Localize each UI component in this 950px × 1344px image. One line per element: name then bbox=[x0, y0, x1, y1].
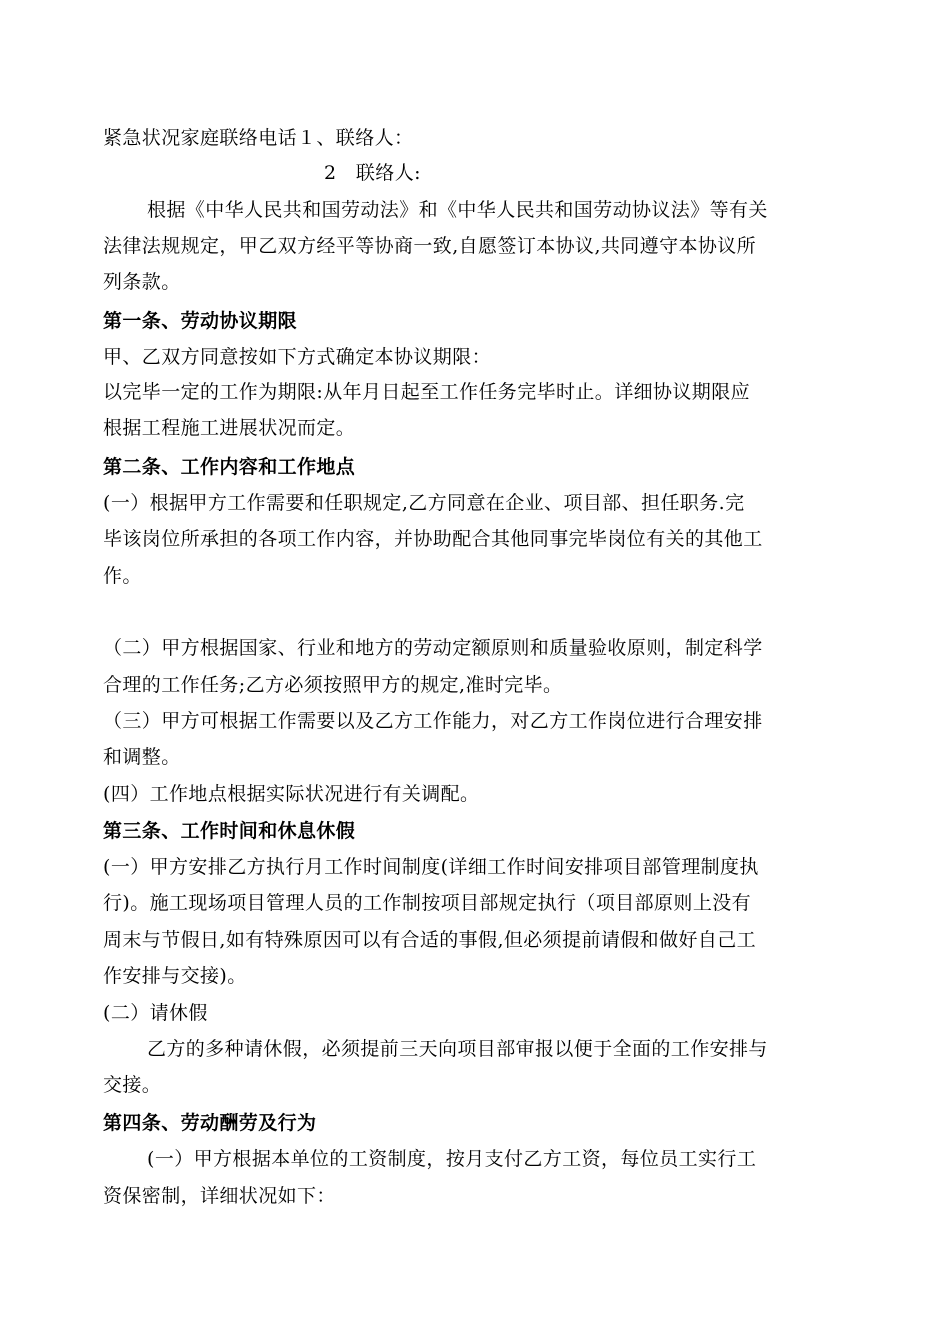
emergency-contact-line-1: 紧急状况家庭联络电话１、联络人： bbox=[103, 127, 414, 149]
emergency-contact-line-2: 2 联络人: bbox=[324, 162, 421, 184]
article-1-heading: 第一条、劳动协议期限 bbox=[103, 310, 298, 332]
article-2-heading: 第二条、工作内容和工作地点 bbox=[103, 456, 356, 478]
article-1-text-2: 以完毕一定的工作为期限:从年月日起至工作任务完毕时止。详细协议期限应 bbox=[103, 381, 751, 403]
article-3-item-2-line-2: 交接。 bbox=[103, 1074, 162, 1096]
article-3-item-1-line-2: 行)。施工现场项目管理人员的工作制按项目部规定执行（项目部原则上没有 bbox=[103, 892, 752, 914]
article-3-item-1-line-4: 作安排与交接)。 bbox=[103, 965, 247, 987]
article-3-item-1-line-1: (一）甲方安排乙方执行月工作时间制度(详细工作时间安排项目部管理制度执 bbox=[103, 856, 759, 878]
intro-paragraph-line-2: 法律法规规定，甲乙双方经平等协商一致,自愿签订本协议,共同遵守本协议所 bbox=[103, 235, 757, 257]
article-2-item-1-line-3: 作。 bbox=[103, 565, 142, 587]
article-1-text-3: 根据工程施工进展状况而定。 bbox=[103, 417, 356, 439]
article-2-item-3-line-1: （三）甲方可根据工作需要以及乙方工作能力，对乙方工作岗位进行合理安排 bbox=[103, 710, 763, 732]
article-2-item-1-line-2: 毕该岗位所承担的各项工作内容，并协助配合其他同事完毕岗位有关的其他工 bbox=[103, 528, 763, 550]
article-2-item-2-line-1: （二）甲方根据国家、行业和地方的劳动定额原则和质量验收原则，制定科学 bbox=[103, 637, 763, 659]
article-2-item-2-line-2: 合理的工作任务;乙方必须按照甲方的规定,准时完毕。 bbox=[103, 674, 563, 696]
article-3-item-2-line-1: 乙方的多种请休假，必须提前三天向项目部审报以便于全面的工作安排与 bbox=[147, 1038, 768, 1060]
article-4-item-1-line-2: 资保密制，详细状况如下： bbox=[103, 1185, 336, 1207]
article-4-heading: 第四条、劳动酬劳及行为 bbox=[103, 1112, 317, 1134]
article-3-item-1-line-3: 周末与节假日,如有特殊原因可以有合适的事假,但必须提前请假和做好自己工 bbox=[103, 929, 757, 951]
article-2-item-3-line-2: 和调整。 bbox=[103, 746, 181, 768]
intro-paragraph-line-3: 列条款。 bbox=[103, 271, 181, 293]
article-3-item-2-heading: (二）请休假 bbox=[103, 1002, 208, 1024]
article-2-item-1-line-1: (一）根据甲方工作需要和任职规定,乙方同意在企业、项目部、担任职务.完 bbox=[103, 492, 745, 514]
article-4-item-1-line-1: (一）甲方根据本单位的工资制度，按月支付乙方工资，每位员工实行工 bbox=[147, 1148, 757, 1170]
article-2-item-4: (四）工作地点根据实际状况进行有关调配。 bbox=[103, 783, 480, 805]
article-1-text-1: 甲、乙双方同意按如下方式确定本协议期限： bbox=[103, 346, 492, 368]
article-3-heading: 第三条、工作时间和休息休假 bbox=[103, 820, 356, 842]
intro-paragraph-line-1: 根据《中华人民共和国劳动法》和《中华人民共和国劳动协议法》等有关 bbox=[147, 199, 768, 221]
